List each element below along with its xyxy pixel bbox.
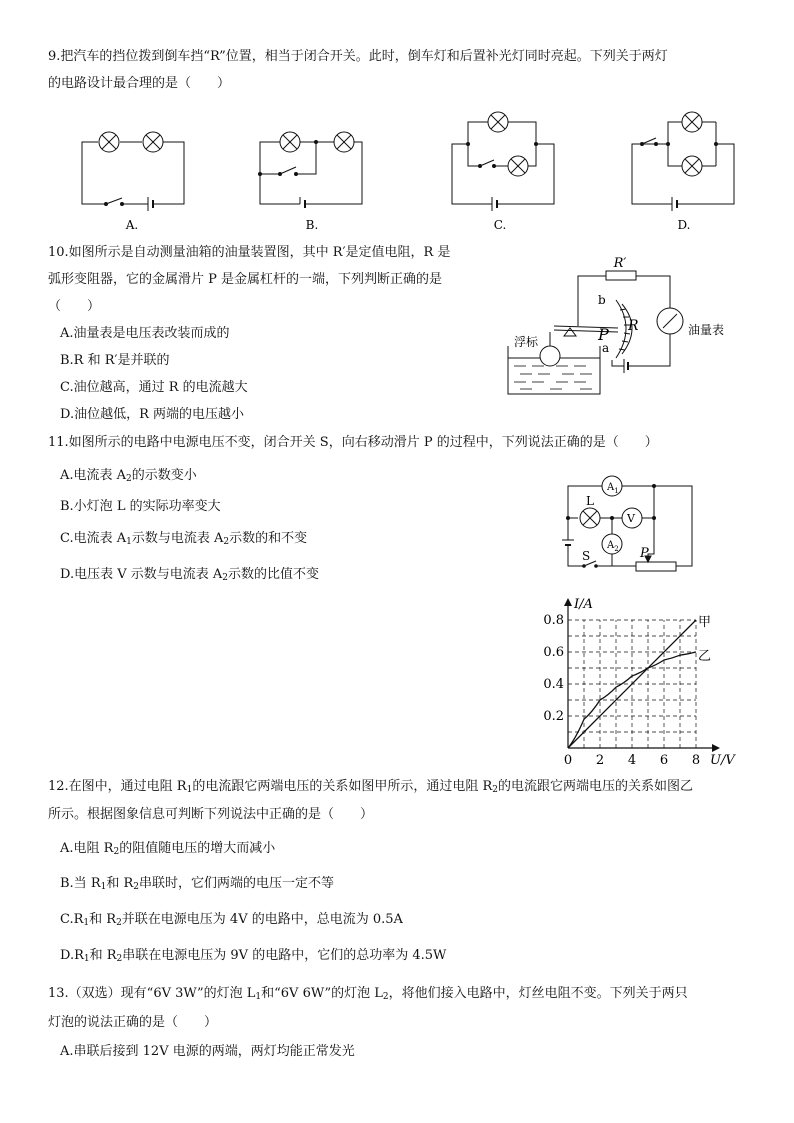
q11-option-b: B.小灯泡 L 的实际功率变大 xyxy=(60,499,221,514)
q12-line2: 所示。根据图象信息可判断下列说法中正确的是（ ） xyxy=(48,807,374,822)
q10-label-r-prime: R′ xyxy=(613,256,627,271)
q9-label-c: C. xyxy=(493,218,507,232)
q9-label-d: D. xyxy=(677,218,691,232)
q10-line3: （ ） xyxy=(48,299,101,314)
q9-line2: 的电路设计最合理的是（ ） xyxy=(48,76,231,91)
q9-label-b: B. xyxy=(305,218,319,232)
q10-option-a: A.油量表是电压表改装而成的 xyxy=(60,326,230,341)
q13-line1: 13.（双选）现有“6V 3W”的灯泡 $L_1$和“6V 6W”的灯泡 $L_2$，将他们接入电路中，灯丝电阻不变。下列关于两只 xyxy=(48,986,688,1002)
q9-circuit-c xyxy=(448,108,558,236)
q11-circuit-figure xyxy=(552,470,702,580)
chart-x-tick-label: 0 xyxy=(563,753,573,768)
q9-circuit-d xyxy=(628,108,738,236)
chart-x-tick-label: 4 xyxy=(627,753,637,768)
q10-label-p: P xyxy=(598,325,609,344)
q12-line1: 12.在图中，通过电阻 $R_1$的电流跟它两端电压的关系如图甲所示，通过电阻 $R_2$的电流跟它两端电压的关系如图乙 xyxy=(48,779,694,795)
q9-circuit-a xyxy=(78,124,188,236)
chart-x-axis-arrow xyxy=(712,744,720,752)
q11-label-a2: $A_2$ xyxy=(607,540,619,553)
q10-option-c: C.油位越高，通过 R 的电流越大 xyxy=(60,380,248,395)
q9-circuit-b xyxy=(256,124,366,236)
q12-option-d: $D.R_1$和 $R_2$串联在电源电压为 9V 的电路中，它们的总功率为 4.5W xyxy=(60,948,447,964)
q12-option-c: $C.R_1$和 $R_2$并联在电源电压为 4V 的电路中，总电流为 0.5A xyxy=(60,912,403,928)
chart-series-label-jia: 甲 xyxy=(698,615,712,630)
q12-iu-chart xyxy=(530,590,750,770)
chart-y-tick-label: 0.4 xyxy=(543,677,564,692)
q11-label-s: S xyxy=(582,549,591,563)
q9-label-a: A. xyxy=(125,218,139,232)
chart-ylabel: I/A xyxy=(574,597,593,612)
chart-series-label-yi: 乙 xyxy=(698,649,712,664)
chart-x-tick-label: 6 xyxy=(659,753,669,768)
chart-y-axis-arrow xyxy=(564,598,572,606)
q10-option-b: B.R 和 R′是并联的 xyxy=(60,353,170,368)
q10-oil-tank-figure xyxy=(500,254,760,400)
q11-label-p: P xyxy=(640,546,649,561)
chart-xlabel: U/V xyxy=(710,753,735,768)
q11-option-d: D.电压表 V 示数与电流表 $A_2$示数的比值不变 xyxy=(60,567,320,583)
q13-line2: 灯泡的说法正确的是（ ） xyxy=(48,1015,218,1030)
q10-label-float: 浮标 xyxy=(514,335,539,349)
chart-x-tick-label: 2 xyxy=(595,753,605,768)
q10-option-d: D.油位越低，R 两端的电压越小 xyxy=(60,407,245,422)
q10-line1: 10.如图所示是自动测量油箱的油量装置图，其中 R′是定值电阻，R 是 xyxy=(48,245,451,260)
q11-line1: 11.如图所示的电路中电源电压不变，闭合开关 S，向右移动滑片 P 的过程中，下列说法正确的是（ ） xyxy=(48,435,658,450)
q10-label-a: a xyxy=(602,341,610,355)
q11-label-l: L xyxy=(586,494,594,508)
q9-line1: 9.把汽车的挡位拨到倒车挡“R”位置，相当于闭合开关。此时，倒车灯和后置补光灯同时亮起。下列关于两灯 xyxy=(48,49,668,64)
q11-label-a1: $A_1$ xyxy=(607,482,619,495)
q12-option-a: A.电阻 $R_2$的阻值随电压的增大而减小 xyxy=(60,841,276,857)
q10-label-r: R xyxy=(628,318,639,334)
chart-y-tick-label: 0.8 xyxy=(543,613,564,628)
q10-line2: 弧形变阻器，它的金属滑片 P 是金属杠杆的一端，下列判断正确的是 xyxy=(48,272,443,287)
q13-option-a: A.串联后接到 12V 电源的两端，两灯均能正常发光 xyxy=(60,1044,355,1059)
q11-option-c: C.电流表 $A_1$示数与电流表 $A_2$示数的和不变 xyxy=(60,531,308,547)
q11-option-a: A.电流表 $A_2$的示数变小 xyxy=(60,468,197,484)
q12-option-b: B.当 $R_1$和 $R_2$串联时，它们两端的电压一定不等 xyxy=(60,876,335,892)
q11-label-v: V xyxy=(627,512,635,525)
q10-label-b: b xyxy=(598,293,606,307)
q10-label-meter: 油量表 xyxy=(688,323,725,337)
chart-x-tick-label: 8 xyxy=(691,753,701,768)
chart-y-tick-label: 0.2 xyxy=(543,709,564,724)
chart-y-tick-label: 0.6 xyxy=(543,645,564,660)
